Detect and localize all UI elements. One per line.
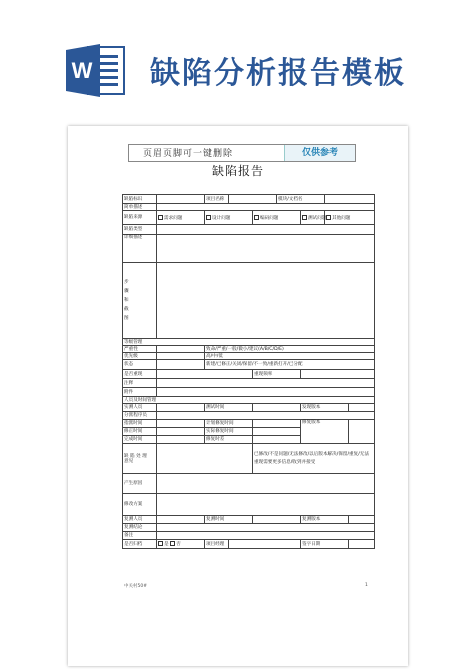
form-label: 是否重现 xyxy=(123,370,157,379)
document-title: 缺陷报告 xyxy=(211,164,264,178)
table-row xyxy=(123,225,375,235)
form-label: 修复版本 xyxy=(301,420,349,444)
table-row xyxy=(123,379,375,388)
form-label: 复测版本 xyxy=(301,516,349,524)
form-label: 指派时间 xyxy=(123,420,157,428)
form-label: 实测人员 xyxy=(123,404,157,412)
banner xyxy=(0,0,474,118)
option-label: 其他问题 xyxy=(332,215,351,221)
table-row xyxy=(123,444,375,474)
form-label: 复测人员 xyxy=(123,516,157,524)
form-label: 实际修复时间 xyxy=(205,428,253,436)
form-label: 缺陷来源 xyxy=(123,211,157,225)
table-row xyxy=(123,370,375,379)
form-label: 缺陷类型 xyxy=(123,225,157,235)
form-label: 模块/文档名 xyxy=(277,195,325,204)
form-label: 完成时间 xyxy=(123,436,157,444)
table-row xyxy=(123,204,375,211)
table-row xyxy=(123,540,375,549)
checkbox[interactable] xyxy=(170,541,175,546)
form-label: 缺 陷 处 理 意见 xyxy=(123,444,157,474)
form-label: 重现频率 xyxy=(253,370,301,379)
table-row xyxy=(123,339,375,346)
defect-report-form xyxy=(122,194,375,549)
form-label: 复测结论 xyxy=(123,524,157,532)
form-label: 严重性 xyxy=(123,346,157,353)
form-label: 详细描述 xyxy=(123,235,157,263)
option-label: 否 xyxy=(176,542,181,547)
checkbox[interactable] xyxy=(254,215,259,220)
form-label: 产生原因 xyxy=(123,474,157,494)
table-row xyxy=(123,404,375,412)
checkbox[interactable] xyxy=(158,541,163,546)
form-label: 分派程序员 xyxy=(123,412,157,420)
table-row xyxy=(123,420,375,428)
table-row xyxy=(123,388,375,397)
form-label: 签字日期 xyxy=(301,540,349,549)
table-row xyxy=(123,195,375,204)
checkbox[interactable] xyxy=(302,215,307,220)
word-icon xyxy=(66,43,126,98)
option-label: 测试问题 xyxy=(308,215,327,221)
banner-title: 缺陷分析报告模板 xyxy=(150,56,406,91)
form-label: 项目名称 xyxy=(205,195,229,204)
form-value: 致命/严重/一般/微小/建议(A/B/C/D/E) xyxy=(205,346,375,353)
form-label: 发现版本 xyxy=(301,404,349,412)
form-value: 高/中/低 xyxy=(205,353,375,360)
table-row xyxy=(123,353,375,360)
table-row xyxy=(123,346,375,353)
form-label: 步 骤 和 截 图 xyxy=(123,263,157,339)
form-label: 修改方案 xyxy=(123,494,157,516)
form-label: 测试时间 xyxy=(205,404,253,412)
form-value: 新建/已修正/关闭/保留/不一致/重新打开/已分配 xyxy=(205,360,375,370)
table-row xyxy=(123,412,375,420)
page-header-text: 页眉页脚可一键删除 xyxy=(143,149,234,159)
reference-badge: 仅供参考 xyxy=(284,145,355,161)
table-row xyxy=(123,263,375,339)
table-row xyxy=(123,516,375,524)
table-row xyxy=(123,235,375,263)
table-row xyxy=(123,211,375,225)
form-label: 复测时间 xyxy=(205,516,253,524)
table-row xyxy=(123,524,375,532)
form-label: 附件 xyxy=(123,388,157,397)
page-number: 1 xyxy=(365,583,368,588)
form-label: 简单描述 xyxy=(123,204,157,211)
form-label: 项目经理 xyxy=(205,540,229,549)
table-row xyxy=(123,397,375,404)
option-label: 设计问题 xyxy=(212,215,231,221)
section-label: 等级管理 xyxy=(123,339,375,346)
option-label: 编码问题 xyxy=(260,215,279,221)
form-label: 优先级 xyxy=(123,353,157,360)
checkbox[interactable] xyxy=(326,215,331,220)
page-header-bar xyxy=(128,144,356,162)
form-label: 是否归档 xyxy=(123,540,157,549)
form-label: 备注 xyxy=(123,532,157,540)
word-logo-letter: W xyxy=(71,58,93,83)
table-row xyxy=(123,474,375,494)
form-label: 状态 xyxy=(123,360,157,370)
form-label: 修复时差 xyxy=(205,436,253,444)
option-label: 需求问题 xyxy=(164,215,183,221)
option-label: 是 xyxy=(164,542,169,547)
page-footer-left: 中关村50# xyxy=(124,584,147,589)
form-label: 计划修复时间 xyxy=(205,420,253,428)
table-row xyxy=(123,494,375,516)
checkbox[interactable] xyxy=(158,215,163,220)
form-label: 注释 xyxy=(123,379,157,388)
table-row xyxy=(123,532,375,540)
table-row xyxy=(123,360,375,370)
section-label: 人员及时间管理 xyxy=(123,397,375,404)
form-label: 修正时间 xyxy=(123,428,157,436)
checkbox[interactable] xyxy=(206,215,211,220)
document-page xyxy=(68,126,408,666)
form-value: 已修改/不是问题/无法修改/以后版本解决/保留/重复/无法重现需要更多信息/收到并接受 xyxy=(253,444,375,474)
form-label: 缺陷标识 xyxy=(123,195,157,204)
